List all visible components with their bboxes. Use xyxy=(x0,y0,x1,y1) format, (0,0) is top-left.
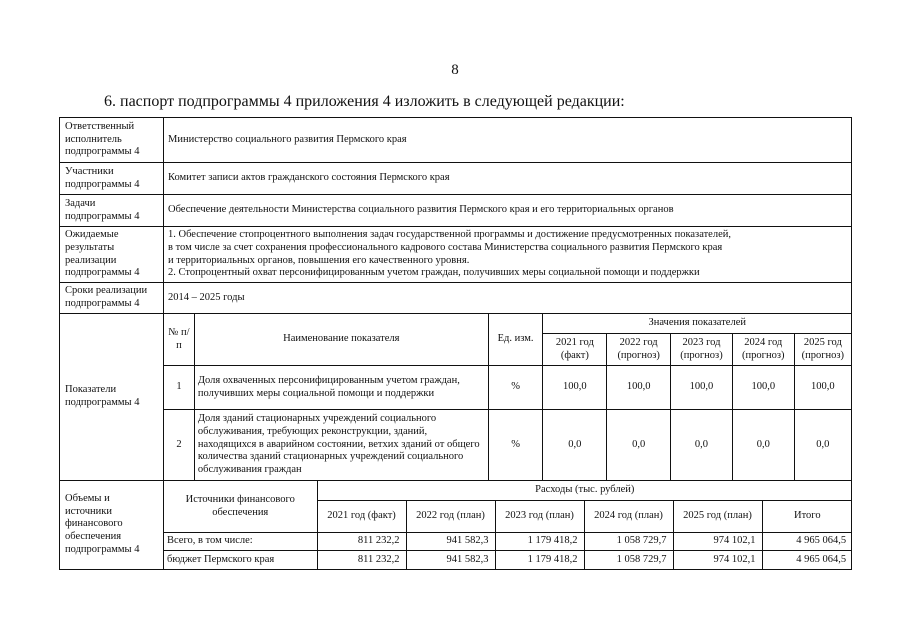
financing-year-header: 2024 год (план) xyxy=(584,501,673,533)
indicator-num: 2 xyxy=(164,410,194,480)
indicator-num: 1 xyxy=(164,366,194,410)
indicator-year-header: 2022 год (прогноз) xyxy=(607,334,671,366)
indicator-value: 0,0 xyxy=(671,410,733,480)
page-number: 8 xyxy=(451,62,459,78)
financing-value: 1 058 729,7 xyxy=(584,551,673,569)
indicator-value: 0,0 xyxy=(607,410,671,480)
financing-source: Всего, в том числе: xyxy=(164,533,317,551)
indicator-year-header: 2024 год (прогноз) xyxy=(732,334,794,366)
indicator-unit: % xyxy=(488,366,543,410)
financing-table xyxy=(164,481,852,569)
indicators-label: Показатели подпрограммы 4 xyxy=(60,313,164,480)
indicator-unit: % xyxy=(488,410,543,480)
row-financing xyxy=(60,480,852,569)
financing-year-header: 2022 год (план) xyxy=(406,501,495,533)
results-label: Ожидаемые результаты реализации подпрограммы 4 xyxy=(60,227,164,283)
executor-value: Министерство социального развития Пермского края xyxy=(164,118,852,163)
indicator-values-title: Значения показателей xyxy=(543,314,851,334)
financing-header-row xyxy=(164,481,852,501)
period-label: Сроки реализации подпрограммы 4 xyxy=(60,283,164,314)
indicators-cell xyxy=(164,313,852,480)
financing-value: 974 102,1 xyxy=(673,533,762,551)
indicators-table xyxy=(164,314,851,480)
financing-row xyxy=(164,551,852,569)
indicator-value: 100,0 xyxy=(543,366,607,410)
results-line: 1. Обеспечение стопроцентного выполнения задач государственной программы и достижение предусмотренных показателей, xyxy=(168,229,731,240)
indicator-value: 0,0 xyxy=(794,410,851,480)
indicator-name: Доля охваченных персонифицированным учетом граждан, получивших меры социальной помощи и поддержки xyxy=(194,366,488,410)
results-line: и территориальных органов, повышения его качественного уровня. xyxy=(168,254,470,266)
results-line: 2. Стопроцентный охват персонифицированным учетом граждан, получивших меры социальной помощи и поддержки xyxy=(168,267,700,279)
subprogram-passport-table xyxy=(59,117,852,570)
financing-value: 1 179 418,2 xyxy=(495,551,584,569)
indicator-value: 100,0 xyxy=(671,366,733,410)
tasks-value: Обеспечение деятельности Министерства социального развития Пермского края и его территориальных органов xyxy=(164,195,852,227)
executor-label: Ответственный исполнитель подпрограммы 4 xyxy=(60,118,164,163)
participants-value: Комитет записи актов гражданского состояния Пермского края xyxy=(164,163,852,195)
indicator-name-header: Наименование показателя xyxy=(194,314,488,366)
financing-source-header: Источники финансового обеспечения xyxy=(164,481,317,533)
row-executor xyxy=(60,118,852,163)
indicator-row xyxy=(164,366,851,410)
indicator-unit-header: Ед. изм. xyxy=(488,314,543,366)
row-tasks xyxy=(60,195,852,227)
financing-year-header: 2025 год (план) xyxy=(673,501,762,533)
indicator-year-header: 2021 год (факт) xyxy=(543,334,607,366)
financing-value: 4 965 064,5 xyxy=(762,551,852,569)
financing-value: 941 582,3 xyxy=(406,551,495,569)
financing-cell xyxy=(164,480,852,569)
financing-value: 811 232,2 xyxy=(317,551,406,569)
indicator-value: 100,0 xyxy=(607,366,671,410)
indicator-year-header: 2023 год (прогноз) xyxy=(671,334,733,366)
indicator-value: 0,0 xyxy=(543,410,607,480)
financing-value: 1 058 729,7 xyxy=(584,533,673,551)
period-value: 2014 – 2025 годы xyxy=(164,283,852,314)
section-heading: 6. паспорт подпрограммы 4 приложения 4 изложить в следующей редакции: xyxy=(104,93,625,110)
financing-value: 1 179 418,2 xyxy=(495,533,584,551)
row-participants xyxy=(60,163,852,195)
indicator-row xyxy=(164,410,851,480)
indicator-year-header: 2025 год (прогноз) xyxy=(794,334,851,366)
row-results xyxy=(60,227,852,283)
indicator-name: Доля зданий стационарных учреждений социального обслуживания, требующих реконструкции, зданий, находящихся в аварийном состоянии, ветхих зданий от общего количества зданий стационарных учреждений социального обслуживания граждан xyxy=(194,410,488,480)
indicator-value: 100,0 xyxy=(794,366,851,410)
financing-value: 941 582,3 xyxy=(406,533,495,551)
results-value xyxy=(164,227,852,283)
financing-source: бюджет Пермского края xyxy=(164,551,317,569)
indicator-value: 100,0 xyxy=(732,366,794,410)
financing-value: 811 232,2 xyxy=(317,533,406,551)
financing-expenses-title: Расходы (тыс. рублей) xyxy=(317,481,852,501)
tasks-label: Задачи подпрограммы 4 xyxy=(60,195,164,227)
financing-year-header: 2021 год (факт) xyxy=(317,501,406,533)
row-indicators xyxy=(60,313,852,480)
financing-label: Объемы и источники финансового обеспечения подпрограммы 4 xyxy=(60,480,164,569)
results-line: в том числе за счет сохранения профессионального кадрового состава Министерства социального развития Пермского края xyxy=(168,241,723,253)
financing-total-header: Итого xyxy=(762,501,852,533)
indicators-header-row xyxy=(164,314,851,334)
financing-value: 4 965 064,5 xyxy=(762,533,852,551)
indicator-value: 0,0 xyxy=(732,410,794,480)
financing-value: 974 102,1 xyxy=(673,551,762,569)
indicator-num-header: № п/п xyxy=(164,314,194,366)
row-period xyxy=(60,283,852,314)
financing-year-header: 2023 год (план) xyxy=(495,501,584,533)
participants-label: Участники подпрограммы 4 xyxy=(60,163,164,195)
financing-row xyxy=(164,533,852,551)
